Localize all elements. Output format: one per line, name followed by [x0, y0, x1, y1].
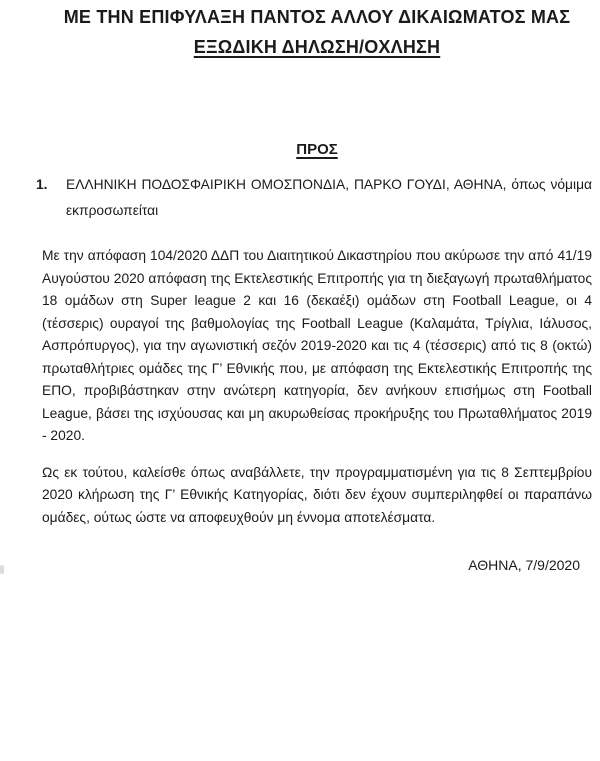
recipient-section-heading: ΠΡΟΣ — [296, 141, 338, 158]
document-header — [42, 6, 592, 58]
dateline: ΑΘΗΝΑ, 7/9/2020 — [468, 557, 580, 573]
body-paragraph-request: Ως εκ τούτου, καλείσθε όπως αναβάλλετε, την προγραμματισμένη για τις 8 Σεπτεμβρίου 2020 κλήρωση της Γ’ Εθνικής Κατηγορίας, διότι δεν έχουν συμπεριληφθεί οι παραπάνω ομάδες, ούτως ώστε να αποφευχθούν μη έννομα αποτελέσματα. — [42, 464, 592, 525]
recipient-list-item — [36, 172, 592, 224]
recipient-item-number: 1. — [36, 177, 48, 192]
document-title: ΕΞΩΔΙΚΗ ΔΗΛΩΣΗ/ΟΧΛΗΣΗ — [193, 37, 441, 57]
scan-artifact — [0, 565, 4, 574]
rights-reservation-line: ΜΕ ΤΗΝ ΕΠΙΦΥΛΑΞΗ ΠΑΝΤΟΣ ΑΛΛΟΥ ΔΙΚΑΙΩΜΑΤΟΣ ΜΑΣ — [63, 7, 571, 27]
recipient-item-text: ΕΛΛΗΝΙΚΗ ΠΟΔΟΣΦΑΙΡΙΚΗ ΟΜΟΣΠΟΝΔΙΑ, ΠΑΡΚΟ ΓΟΥΔΙ, ΑΘΗΝΑ, όπως νόμιμα εκπροσωπείται — [66, 177, 592, 218]
body-paragraph-decision: Με την απόφαση 104/2020 ΔΔΠ του Διαιτητικού Δικαστηρίου που ακύρωσε την από 41/19 Αυγούστου 2020 απόφαση της Εκτελεστικής Επιτροπής για τη διεξαγωγή πρωταθλήματος 18 ομάδων στη Super league 2 και 16 (δεκαέξι) ομάδων στη Football League, οι 4 (τέσσερις) ουραγοί της βαθμολογίας της Football League (Καλαμάτα, Τρίγλια, Ιάλυσος, Ασπρόπυργος), για την αγωνιστική σεζόν 2019-2020 και τις 4 (τέσσερις) από τις 8 (οκτώ) πρωταθλήτριες ομάδες της Γ’ Εθνικής που, με απόφαση της Εκτελεστικής Επιτροπής της ΕΠΟ, προβιβάστηκαν στην ανώτερη κατηγορία, δεν ανήκουν επισήμως στη Football League, βάσει της ισχύουσας και μη ακυρωθείσας προκήρυξης του Πρωταθλήματος 2019 - 2020. — [42, 248, 592, 443]
